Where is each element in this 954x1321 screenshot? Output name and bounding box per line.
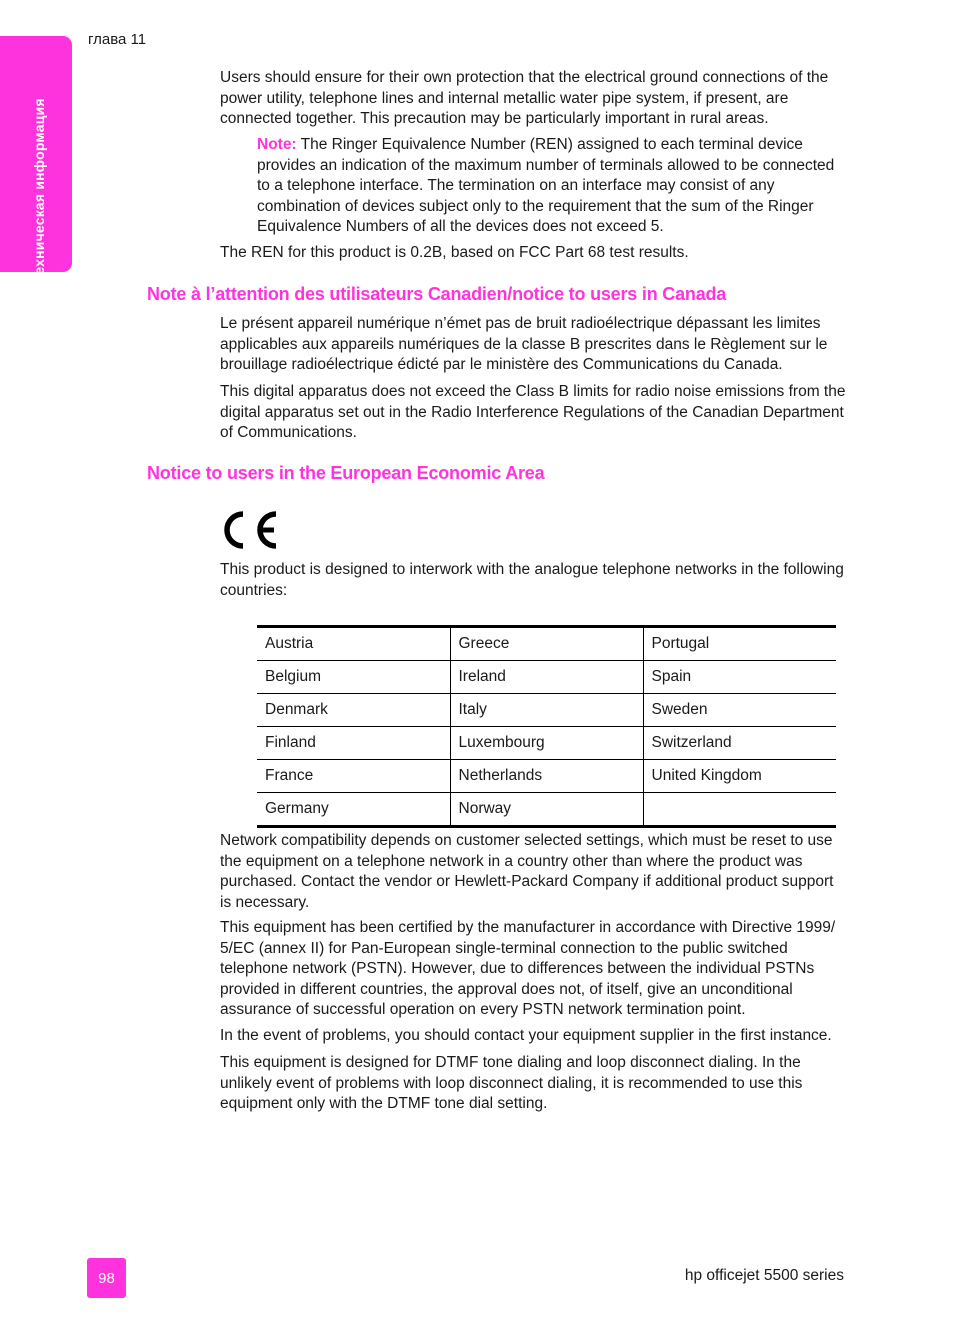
country-cell: Belgium	[257, 661, 450, 694]
country-cell: Finland	[257, 727, 450, 760]
compatibility-paragraph: Network compatibility depends on customer selected settings, which must be reset to use the equipment on a telephone network in a country other than where the product was purchased. Contact the vendor or Hewlett-Packard Company if additional product support is necessary.	[220, 832, 834, 911]
country-cell: Switzerland	[643, 727, 836, 760]
certified-paragraph: This equipment has been certified by the manufacturer in accordance with Directive 1999/ 5/EC (annex II) for Pan-European single-terminal connection to the public switched telephone network (PSTN). However, due to differences between the individual PSTNs provided in different countries, the approval does not, of itself, give an unconditional assurance of successful operation on every PSTN network termination point.	[220, 919, 836, 1018]
note-label: Note:	[257, 136, 297, 153]
country-cell: Spain	[643, 661, 836, 694]
chapter-label: глава 11	[88, 31, 147, 48]
problems-paragraph: In the event of problems, you should contact your equipment supplier in the first instance.	[220, 1027, 832, 1044]
side-tab-label: техническая информация	[31, 98, 47, 282]
country-cell: Italy	[450, 694, 643, 727]
country-cell: Austria	[265, 635, 314, 652]
country-cell: Greece	[450, 627, 643, 661]
ren-note	[257, 135, 847, 238]
canada-heading: Note à l’attention des utilisateurs Canadien/notice to users in Canada	[147, 284, 727, 304]
country-cell: Luxembourg	[450, 727, 643, 760]
country-cell: Norway	[450, 793, 643, 827]
page-number: 98	[87, 1258, 126, 1298]
country-cell: Netherlands	[450, 760, 643, 793]
product-name: hp officejet 5500 series	[684, 1267, 844, 1284]
table-row	[257, 760, 836, 793]
ren-paragraph: The REN for this product is 0.2B, based on FCC Part 68 test results.	[220, 244, 689, 261]
canada-french-paragraph: Le présent appareil numérique n’émet pas de bruit radioélectrique dépassant les limites applicables aux appareils numériques de la classe B prescrites dans le Règlement sur le brouillage radioélectrique édicté par le ministère des Communications du Canada.	[220, 315, 828, 373]
ce-mark-icon	[220, 508, 282, 557]
countries-table	[257, 625, 836, 828]
side-tab	[0, 36, 72, 282]
dtmf-paragraph: This equipment is designed for DTMF tone dialing and loop disconnect dialing. In the unlikely event of problems with loop disconnect dialing, it is recommended to use this equipment only with the DTMF tone dial setting.	[220, 1054, 803, 1112]
ground-paragraph: Users should ensure for their own protection that the electrical ground connections of the power utility, telephone lines and internal metallic water pipe system, if present, are connected together. This precaution may be particularly important in rural areas.	[220, 69, 829, 127]
canada-english-paragraph: This digital apparatus does not exceed the Class B limits for radio noise emissions from the digital apparatus set out in the Radio Interference Regulations of the Canadian Department of Communications.	[220, 383, 846, 441]
interwork-paragraph: This product is designed to interwork with the analogue telephone networks in the following countries:	[220, 561, 844, 599]
country-cell: France	[257, 760, 450, 793]
table-row	[257, 727, 836, 760]
country-cell: Ireland	[450, 661, 643, 694]
table-row	[257, 661, 836, 694]
country-cell: Sweden	[643, 694, 836, 727]
country-cell: Portugal	[643, 627, 836, 661]
country-cell	[643, 793, 836, 827]
eea-heading: Notice to users in the European Economic Area	[147, 463, 545, 483]
country-cell: Germany	[257, 793, 450, 827]
country-cell: United Kingdom	[643, 760, 836, 793]
note-text: The Ringer Equivalence Number (REN) assigned to each terminal device provides an indication of the maximum number of terminals allowed to be connected to a telephone interface. The termination on an interface may consist of any combination of devices subject only to the requirement that the sum of the Ringer Equivalence Numbers of all the devices does not exceed 5.	[257, 136, 835, 235]
table-row	[257, 793, 836, 827]
table-row	[257, 694, 836, 727]
table-row	[257, 627, 836, 661]
country-cell: Denmark	[257, 694, 450, 727]
